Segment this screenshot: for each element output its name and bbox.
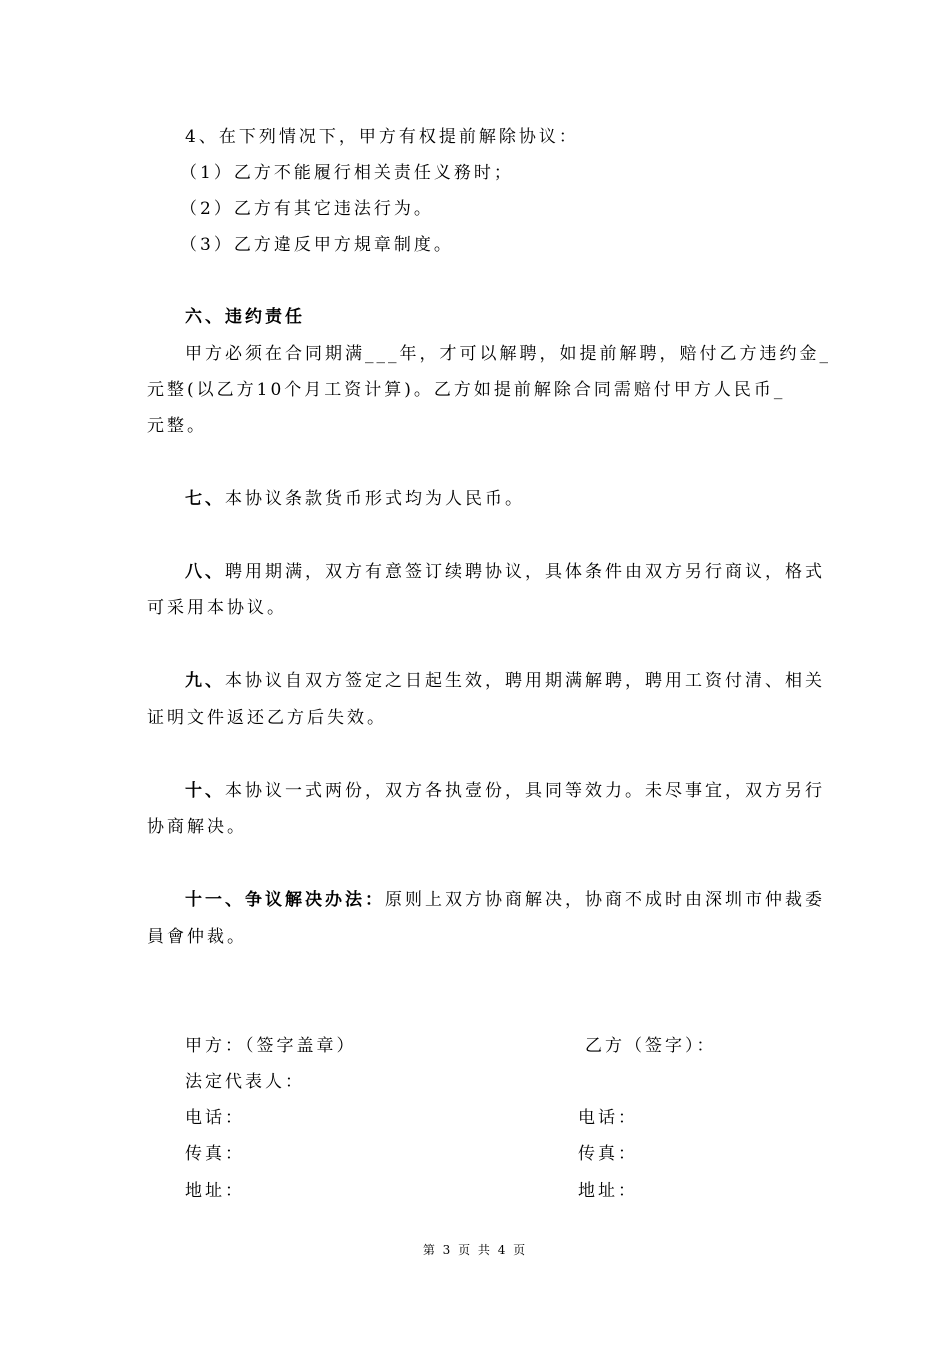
section9-text: 本协议自双方签定之日起生效，聘用期满解聘，聘用工资付清、相关 <box>225 671 825 691</box>
section8-text: 聘用期满，双方有意签订续聘协议，具体条件由双方另行商议，格式 <box>225 562 825 582</box>
section11-line-2: 員會仲裁。 <box>147 927 247 947</box>
section7-text: 本协议条款货币形式均为人民币。 <box>225 489 525 509</box>
signature-party-a: 甲方：（签字盖章） <box>185 1036 357 1056</box>
signature-fax-a: 传真： <box>185 1144 245 1164</box>
section9-line-2: 证明文件返还乙方后失效。 <box>147 708 387 728</box>
signature-address-b: 地址： <box>578 1181 638 1201</box>
section7 <box>185 487 525 511</box>
section10-text: 本协议一式两份，双方各执壹份，具同等效力。未尽事宜，双方另行 <box>225 781 825 801</box>
clause4-item-2: （2）乙方有其它违法行为。 <box>180 199 434 219</box>
section7-title: 七、 <box>185 489 225 509</box>
section10-line-2: 协商解决。 <box>147 817 247 837</box>
section6-line-1: 甲方必须在合同期满___年，才可以解聘，如提前解聘，赔付乙方违约金_ <box>185 344 831 364</box>
section9-line-1 <box>185 669 825 693</box>
signature-address-a: 地址： <box>185 1181 245 1201</box>
signature-party-b: 乙方（签字）： <box>585 1036 717 1056</box>
signature-fax-b: 传真： <box>578 1144 638 1164</box>
section11-line-1 <box>185 888 825 912</box>
signature-phone-b: 电话： <box>578 1108 638 1128</box>
section11-title: 十一、争议解决办法： <box>185 890 385 910</box>
clause4-heading: 4、在下列情况下，甲方有权提前解除协议： <box>185 127 579 147</box>
page-footer: 第 3 页 共 4 页 <box>422 1243 528 1257</box>
section6-title: 六、违约责任 <box>185 307 305 327</box>
section8-title: 八、 <box>185 562 225 582</box>
section8-line-2: 可采用本协议。 <box>147 598 287 618</box>
section9-title: 九、 <box>185 671 225 691</box>
clause4-item-3: （3）乙方違反甲方規章制度。 <box>180 235 454 255</box>
section10-title: 十、 <box>185 781 225 801</box>
section8-line-1 <box>185 560 825 584</box>
section6-line-3: 元整。 <box>147 416 207 436</box>
section6-line-2: 元整(以乙方10个月工资计算)。乙方如提前解除合同需赔付甲方人民币_ <box>147 380 786 400</box>
section10-line-1 <box>185 779 825 803</box>
signature-phone-a: 电话： <box>185 1108 245 1128</box>
signature-legal-rep: 法定代表人： <box>185 1072 305 1092</box>
clause4-item-1: （1）乙方不能履行相关责任义務时； <box>180 163 514 183</box>
section11-text: 原则上双方协商解决，协商不成时由深圳市仲裁委 <box>385 890 825 910</box>
